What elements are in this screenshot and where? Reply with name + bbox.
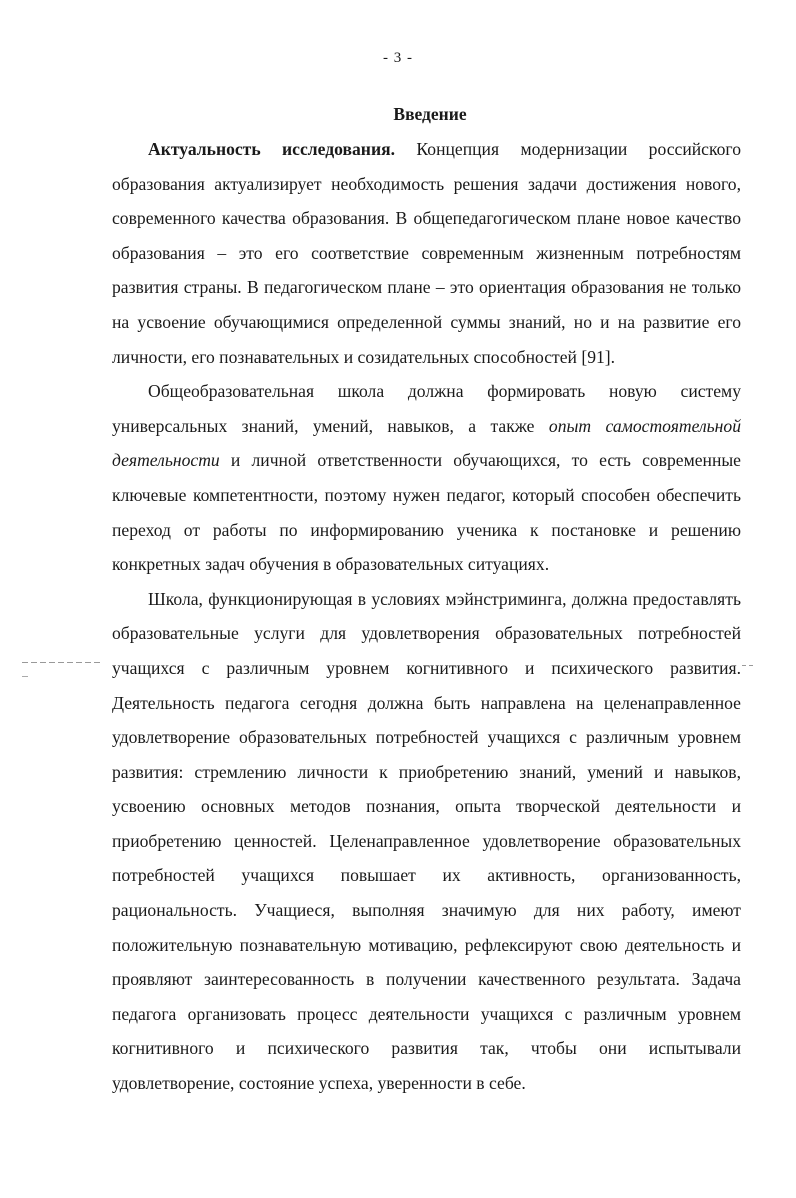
page-number: - 3 - [383, 50, 413, 66]
paragraph-relevance [112, 132, 741, 374]
document-body [112, 132, 741, 1101]
paragraph-mainstreaming [112, 582, 741, 1101]
mainstreaming-text: Школа, функционирующая в условиях мэйнстриминга, должна предоставлять образовательные услуги для удовлетворения образовательных потребностей учащихся с различным уровнем когнитивного и психического развития. Деятельность педагога сегодня должна быть направлена на целенаправленное удовлетворение образовательных потребностей учащихся с различным уровнем развития: стремлению личности к приобретению знаний, умений и навыков, усвоению основных методов познания, опыта творческой деятельности и приобретению ценностей. Целенаправленное удовлетворение образовательных потребностей учащихся повышает их активность, организованность, рациональность. Учащиеся, выполняя значимую для них работу, имеют положительную познавательную мотивацию, рефлексируют свою деятельность и проявляют заинтересованность в получении качественного результата. Задача педагога организовать процесс деятельности учащихся с различным уровнем когнитивного и психического развития так, чтобы они испытывали удовлетворение, состояние успеха, уверенности в себе. [112, 588, 741, 1094]
school-system-emphasis: опыт самостоятельной деятельности [112, 415, 742, 471]
scan-artifact-right [742, 665, 756, 666]
school-system-text-start: Общеобразовательная школа должна формировать новую систему универсальных знаний, умений, навыков, а также [112, 381, 741, 436]
scan-artifact-left [22, 662, 102, 663]
section-heading: Введение [393, 104, 467, 124]
paragraph-school-system [112, 374, 741, 582]
relevance-lead: Актуальность исследования. [148, 139, 395, 159]
relevance-text: Концепция модернизации российского образования актуализирует необходимость решения задачи достижения нового, современного качества образования. В общепедагогическом плане новое качество образования – это его соответствие современным жизненным потребностям развития страны. В педагогическом плане – это ориентация образования не только на усвоение обучающимися определенной суммы знаний, но и на развитие его личности, его познавательных и созидательных способностей [91]. [112, 139, 741, 367]
school-system-text-end: и личной ответственности обучающихся, то есть современные ключевые компетентности, поэтому нужен педагог, который способен обеспечить переход от работы по информированию ученика к постановке и решению конкретных задач обучения в образовательных ситуациях. [112, 450, 741, 575]
scan-artifact-dot [22, 676, 28, 677]
